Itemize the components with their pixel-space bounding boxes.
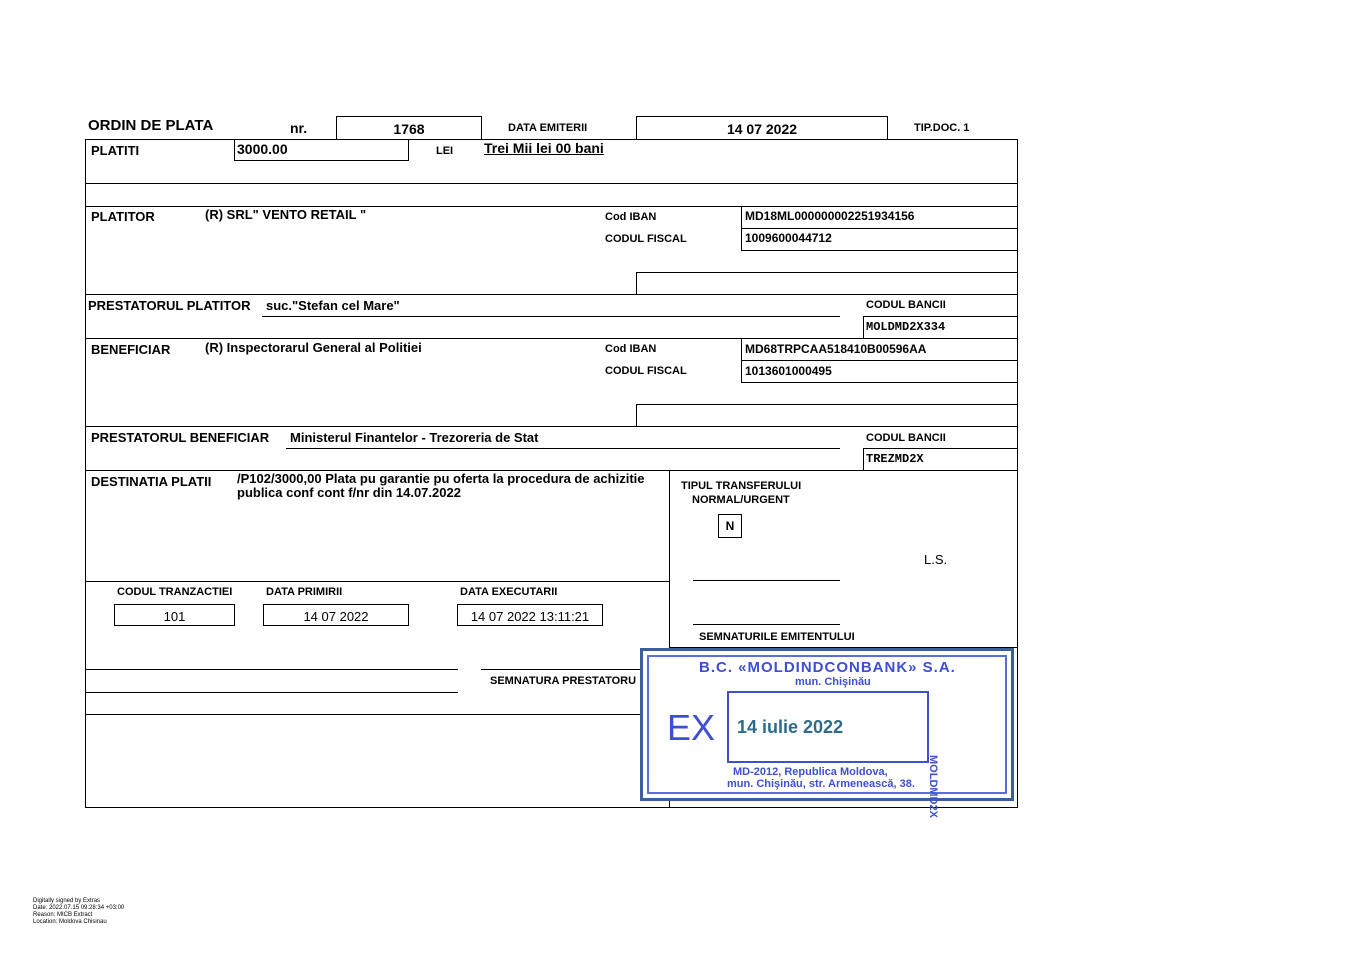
bank-stamp: [640, 648, 1014, 818]
stamp-city: mun. Chişinău: [795, 676, 871, 688]
divider: [262, 316, 840, 317]
divider: [85, 183, 1018, 184]
divider: [636, 404, 637, 426]
transfer-type-box: [718, 514, 742, 538]
date-received-label: DATA PRIMIRII: [266, 586, 343, 598]
transfer-mode-label: NORMAL/URGENT: [692, 494, 790, 506]
stamp-date: 14 iulie 2022: [737, 717, 844, 737]
divider: [741, 360, 1018, 361]
nr-value: 1768: [393, 121, 425, 137]
signature-line-3: Reason: MICB Extract: [33, 912, 93, 918]
signature-line: [693, 580, 840, 581]
document-title: ORDIN DE PLATA: [88, 117, 214, 134]
transfer-type-label: TIPUL TRANSFERULUI: [681, 480, 802, 492]
transaction-code-box: [114, 604, 235, 626]
signature-line: [85, 692, 458, 693]
ls-label: L.S.: [924, 552, 948, 567]
date-executed-box: [457, 604, 603, 626]
signature-line: [693, 624, 840, 625]
transfer-type-value: N: [725, 519, 735, 533]
platitor-name: (R) SRL" VENTO RETAIL ": [205, 207, 367, 222]
divider: [85, 338, 1018, 339]
stamp-bank-name: B.C. «MOLDINDCONBANK» S.A.: [699, 659, 956, 676]
date-emission-box: [636, 116, 888, 140]
nr-label: nr.: [290, 120, 308, 136]
destinatia-line2: publica conf cont f/nr din 14.07.2022: [237, 485, 461, 500]
prestator-beneficiar-label: PRESTATORUL BENEFICIAR: [91, 430, 270, 445]
tipdoc-label: TIP.DOC. 1: [914, 122, 970, 134]
destinatia-line1: /P102/3000,00 Plata pu garantie pu oferta la procedura de achizitie: [237, 471, 645, 486]
platiti-label: PLATITI: [91, 143, 140, 158]
divider: [741, 382, 1018, 383]
beneficiar-bank-code-label: CODUL BANCII: [866, 432, 946, 444]
divider: [85, 714, 669, 715]
divider: [636, 272, 637, 294]
divider: [85, 426, 1018, 427]
amount-box: [234, 139, 409, 161]
divider: [863, 448, 864, 470]
amount-words: Trei Mii lei 00 bani: [484, 140, 604, 156]
stamp-address-2: mun. Chişinău, str. Armenească, 38.: [727, 778, 915, 790]
emitter-signature-label: SEMNATURILE EMITENTULUI: [699, 631, 855, 643]
digital-signature: [33, 898, 124, 926]
platitor-fiscal: 1009600044712: [745, 231, 832, 245]
date-received-box: [263, 604, 409, 626]
prestator-signature-label: SEMNATURA PRESTATORU: [490, 675, 637, 687]
signature-line-4: Location: Moldova Chisinau: [33, 919, 107, 925]
bank-code-value: MOLDMD2X334: [866, 320, 946, 334]
prestator-platitor-name: suc."Stefan cel Mare": [266, 298, 400, 313]
signature-line: [85, 669, 458, 670]
date-executed-label: DATA EXECUTARII: [460, 586, 558, 598]
divider: [85, 294, 1018, 295]
stamp-ex: EX: [667, 707, 716, 748]
beneficiar-name: (R) Inspectorarul General al Politiei: [205, 340, 422, 355]
amount-value: 3000.00: [237, 141, 288, 157]
stamp-address-1: MD-2012, Republica Moldova,: [733, 766, 888, 778]
beneficiar-label: BENEFICIAR: [91, 342, 171, 357]
prestator-platitor-label: PRESTATORUL PLATITOR: [88, 298, 251, 313]
date-emission-label: DATA EMITERII: [508, 122, 588, 134]
date-received-value: 14 07 2022: [303, 609, 369, 624]
platitor-label: PLATITOR: [91, 209, 155, 224]
date-executed-value: 14 07 2022 13:11:21: [470, 609, 590, 624]
beneficiar-iban: MD68TRPCAA518410B00596AA: [745, 342, 927, 356]
beneficiar-iban-label: Cod IBAN: [605, 343, 657, 355]
destinatia-label: DESTINATIA PLATII: [91, 474, 212, 489]
signature-line-2: Date: 2022.07.15 09:28:34 +03:00: [33, 905, 125, 911]
divider: [286, 448, 840, 449]
divider: [636, 272, 1018, 273]
platitor-iban: MD18ML000000002251934156: [745, 209, 915, 223]
beneficiar-bank-code: TREZMD2X: [866, 452, 924, 466]
nr-box: [336, 116, 482, 140]
beneficiar-fiscal-label: CODUL FISCAL: [605, 365, 687, 377]
bank-code-label: CODUL BANCII: [866, 299, 946, 311]
beneficiar-fiscal: 1013601000495: [745, 364, 832, 378]
stamp-date-box: [727, 691, 929, 763]
divider: [741, 228, 1018, 229]
currency-label: LEI: [436, 145, 454, 157]
transaction-code-label: CODUL TRANZACTIEI: [117, 586, 233, 598]
divider: [863, 316, 864, 338]
platitor-iban-label: Cod IBAN: [605, 211, 657, 223]
signature-line-1: Digitally signed by Extras: [33, 898, 101, 904]
divider: [863, 316, 1018, 317]
date-emission-value: 14 07 2022: [726, 121, 798, 137]
transaction-code-value: 101: [163, 609, 186, 624]
divider: [863, 448, 1018, 449]
divider: [741, 250, 1018, 251]
stamp-side-code: MOLDMD2X: [927, 755, 939, 818]
divider: [85, 581, 669, 582]
divider: [636, 404, 1018, 405]
platitor-fiscal-label: CODUL FISCAL: [605, 233, 687, 245]
prestator-beneficiar-name: Ministerul Finantelor - Trezoreria de Stat: [290, 430, 539, 445]
